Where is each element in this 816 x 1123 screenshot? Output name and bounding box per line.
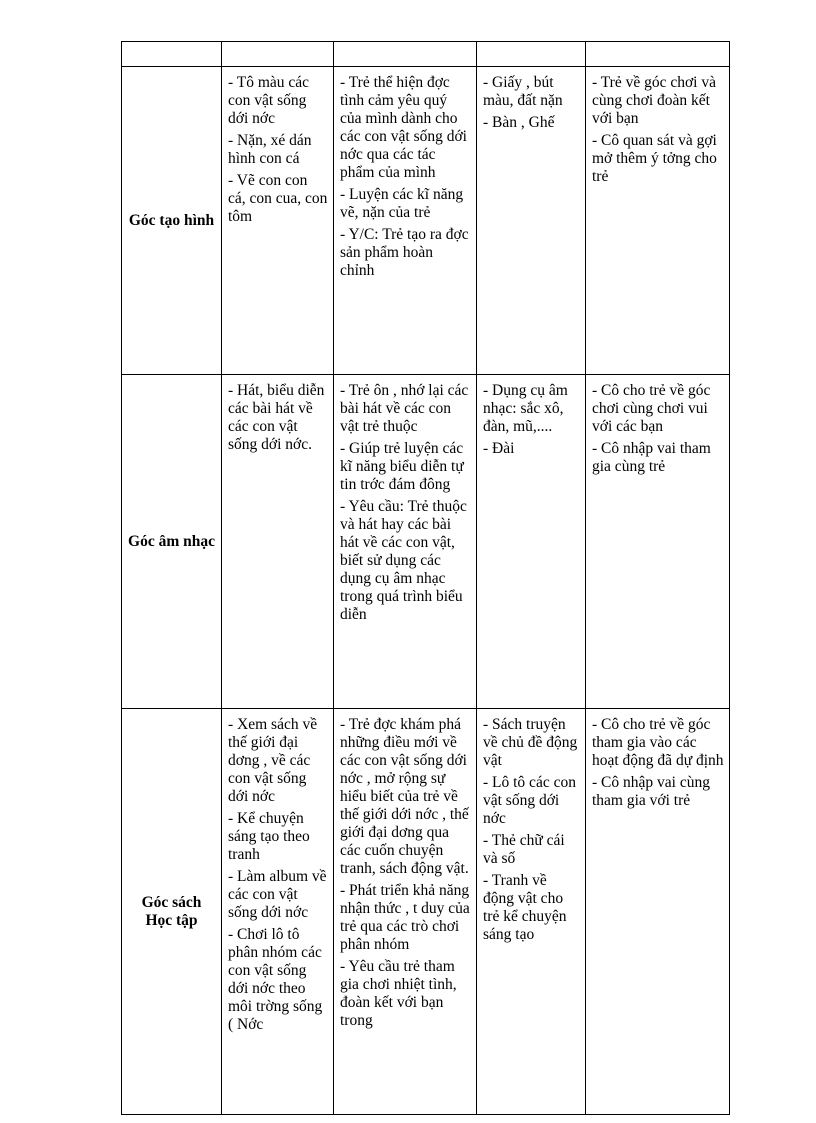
goal-item: - Yêu cầu: Trẻ thuộc và hát hay các bài hát về các con vật, biết sử dụng các dụng cụ âm nhạc trong quá trình biểu diễn	[340, 498, 467, 623]
activities-cell	[222, 709, 334, 1115]
materials-cell	[477, 709, 586, 1115]
guidance-item: - Cô cho trẻ về góc chơi cùng chơi vui với các bạn	[592, 382, 711, 435]
guidance-item: - Cô cho trẻ về góc tham gia vào các hoạt động đã dự định	[592, 716, 724, 769]
activity-item: - Kể chuyện sáng tạo theo tranh	[228, 810, 310, 863]
goals-cell	[334, 67, 477, 375]
guidance-cell	[586, 67, 730, 375]
activity-item: - Chơi lô tô phân nhóm các con vật sống dới nớc theo môi trờng sống ( Nớc	[228, 926, 323, 1033]
goal-item: - Trẻ đợc khám phá những điều mới về các con vật sống dới nớc , mở rộng sự hiểu biết của trẻ về thế giới dới nớc , thế giới đại dơng qua các cuốn chuyện tranh, sách động vật.	[340, 716, 469, 877]
guidance-item: - Cô nhập vai cùng tham gia với trẻ	[592, 774, 710, 809]
header-cell	[334, 42, 477, 67]
header-cell	[222, 42, 334, 67]
activities-cell	[222, 375, 334, 709]
table-row	[122, 375, 730, 709]
activity-plan-table	[121, 41, 730, 1115]
corner-name-cell	[122, 67, 222, 375]
goals-cell	[334, 709, 477, 1115]
table-header-row	[122, 42, 730, 67]
guidance-item: - Cô quan sát và gợi mở thêm ý tởng cho trẻ	[592, 132, 717, 185]
guidance-cell	[586, 709, 730, 1115]
header-cell	[122, 42, 222, 67]
goals-cell	[334, 375, 477, 709]
material-item: - Dụng cụ âm nhạc: sắc xô, đàn, mũ,....	[483, 382, 568, 435]
goal-item: - Giúp trẻ luyện các kĩ năng biểu diễn tự tin trớc đám đông	[340, 440, 464, 493]
materials-cell	[477, 375, 586, 709]
goal-item: - Y/C: Trẻ tạo ra đợc sản phẩm hoàn chỉnh	[340, 226, 469, 279]
activities-cell	[222, 67, 334, 375]
corner-name-cell	[122, 375, 222, 709]
material-item: - Bàn , Ghế	[483, 114, 555, 131]
corner-name-cell	[122, 709, 222, 1115]
activity-item: - Xem sách về thế giới đại dơng , về các con vật sống dới nớc	[228, 716, 318, 805]
corner-name: Góc tạo hình	[128, 211, 215, 229]
goal-item: - Yêu cầu trẻ tham gia chơi nhiệt tình, đoàn kết với bạn trong	[340, 958, 457, 1029]
corner-name: Góc âm nhạc	[128, 532, 215, 550]
activity-item: - Vẽ con con cá, con cua, con tôm	[228, 172, 328, 225]
goal-item: - Phát triển khả năng nhận thức , t duy của trẻ qua các trò chơi phân nhóm	[340, 882, 470, 953]
header-cell	[586, 42, 730, 67]
guidance-item: - Trẻ về góc chơi và cùng chơi đoàn kết với bạn	[592, 74, 716, 127]
guidance-cell	[586, 375, 730, 709]
material-item: - Tranh về động vật cho trẻ kể chuyện sáng tạo	[483, 872, 567, 943]
table-row	[122, 709, 730, 1115]
materials-cell	[477, 67, 586, 375]
goal-item: - Trẻ ôn , nhớ lại các bài hát về các con vật trẻ thuộc	[340, 382, 469, 435]
material-item: - Thẻ chữ cái và số	[483, 832, 565, 867]
activity-item: - Hát, biểu diễn các bài hát về các con vật sống dới nớc.	[228, 382, 325, 453]
activity-item: - Làm album về các con vật sống dới nớc	[228, 868, 327, 921]
guidance-item: - Cô nhập vai tham gia cùng trẻ	[592, 440, 711, 475]
corner-name: Góc sách Học tập	[141, 893, 202, 929]
material-item: - Giấy , bút màu, đất nặn	[483, 74, 563, 109]
material-item: - Đài	[483, 440, 515, 457]
activity-item: - Nặn, xé dán hình con cá	[228, 132, 312, 167]
material-item: - Lô tô các con vật sống dới nớc	[483, 774, 576, 827]
table-row	[122, 67, 730, 375]
activity-item: - Tô màu các con vật sống dới nớc	[228, 74, 310, 127]
goal-item: - Luyện các kĩ năng vẽ, nặn của trẻ	[340, 186, 464, 221]
material-item: - Sách truyện về chủ đề động vật	[483, 716, 578, 769]
goal-item: - Trẻ thể hiện đợc tình cảm yêu quý của mình dành cho các con vật sống dới nớc qua các tác phẩm của mình	[340, 74, 467, 181]
header-cell	[477, 42, 586, 67]
